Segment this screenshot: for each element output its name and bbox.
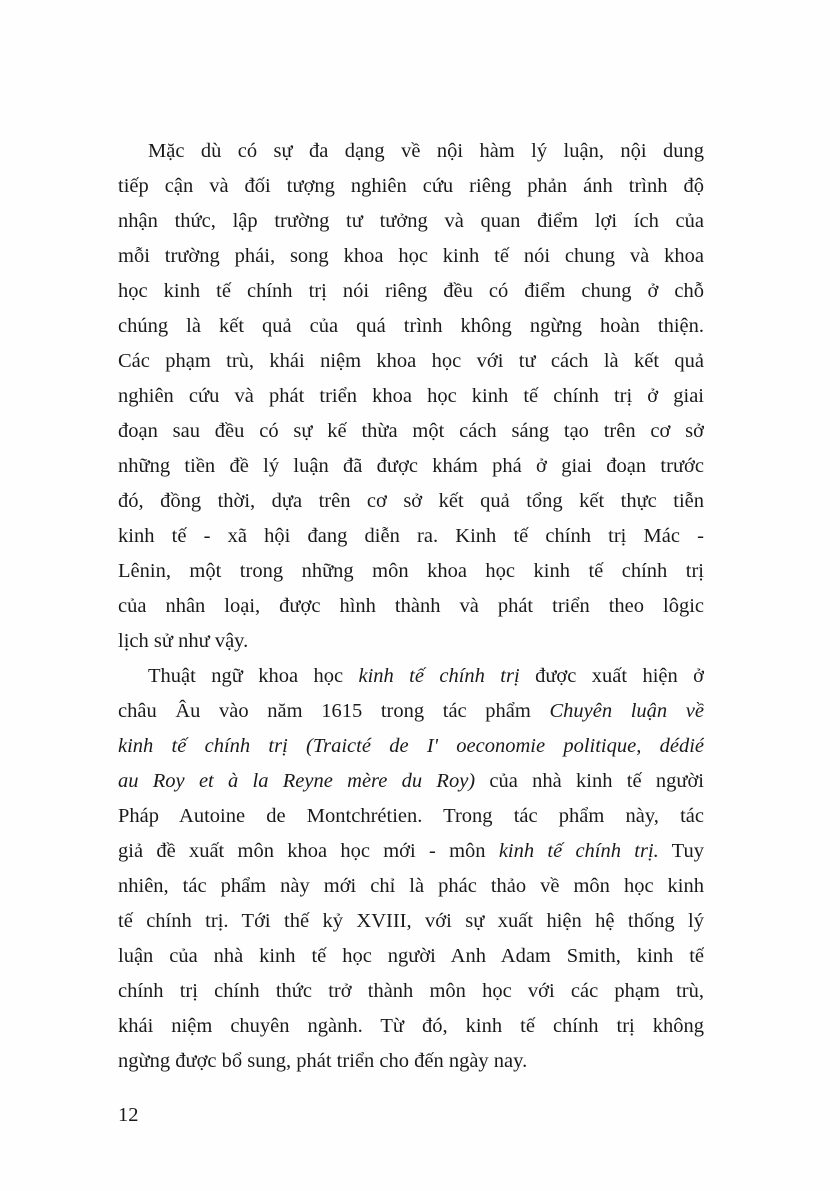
text-line [118,729,704,764]
text-segment: luận của nhà kinh tế học người Anh Adam Smith, kinh tế [118,945,704,967]
italic-text: kinh tế chính trị. [498,840,659,862]
text-segment: được xuất hiện ở [519,665,704,687]
text-line [118,869,704,904]
text-line [118,589,704,624]
text-segment: khái niệm chuyên ngành. Từ đó, kinh tế chính trị không [118,1015,704,1037]
text-line [118,694,704,729]
text-line [118,239,704,274]
italic-text: au Roy et à la Reyne mère du Roy) [118,770,476,792]
text-segment: Mặc dù có sự đa dạng về nội hàm lý luận, nội dung [148,140,704,162]
text-segment: nhiên, tác phẩm này mới chỉ là phác thảo về môn học kinh [118,875,704,897]
page-number: 12 [118,1104,139,1126]
text-line [118,554,704,589]
text-segment: nhận thức, lập trường tư tưởng và quan điểm lợi ích của [118,210,704,232]
text-segment: Tuy [658,840,704,862]
text-segment: đoạn sau đều có sự kế thừa một cách sáng tạo trên cơ sở [118,420,704,442]
text-line [118,764,704,799]
text-line [118,904,704,939]
text-line [118,659,704,694]
text-line [118,834,704,869]
text-segment: tiếp cận và đối tượng nghiên cứu riêng phản ánh trình độ [118,175,704,197]
text-line [118,939,704,974]
text-line [118,414,704,449]
text-segment: đó, đồng thời, dựa trên cơ sở kết quả tổng kết thực tiễn [118,490,704,512]
text-segment: mỗi trường phái, song khoa học kinh tế nói chung và khoa [118,245,704,267]
paragraph [118,659,704,1079]
text-segment: ngừng được bổ sung, phát triển cho đến ngày nay. [118,1050,528,1072]
text-line [118,309,704,344]
text-segment: Thuật ngữ khoa học [148,665,359,687]
text-segment: học kinh tế chính trị nói riêng đều có điểm chung ở chỗ [118,280,704,302]
text-segment: kinh tế - xã hội đang diễn ra. Kinh tế chính trị Mác - [118,525,704,547]
paragraph [118,134,704,659]
text-segment: tế chính trị. Tới thế kỷ XVIII, với sự xuất hiện hệ thống lý [118,910,704,932]
body-text [118,134,704,1079]
text-line [118,974,704,1009]
text-line [118,169,704,204]
text-line [118,1009,704,1044]
italic-text: Chuyên luận về [549,700,704,722]
text-line [118,344,704,379]
text-line [118,449,704,484]
text-segment: những tiền đề lý luận đã được khám phá ở giai đoạn trước [118,455,704,477]
text-line [118,1044,704,1079]
text-line [118,204,704,239]
text-line [118,799,704,834]
text-line [118,624,704,659]
text-line [118,519,704,554]
text-line [118,134,704,169]
text-segment: chính trị chính thức trở thành môn học với các phạm trù, [118,980,704,1002]
text-segment: chúng là kết quả của quá trình không ngừng hoàn thiện. [118,315,704,337]
text-segment: Lênin, một trong những môn khoa học kinh tế chính trị [118,560,704,582]
text-line [118,484,704,519]
text-line [118,274,704,309]
text-segment: Pháp Autoine de Montchrétien. Trong tác phẩm này, tác [118,805,704,827]
text-segment: của nhà kinh tế người [475,770,704,792]
text-segment: của nhân loại, được hình thành và phát triển theo lôgic [118,595,704,617]
text-segment: lịch sử như vậy. [118,630,249,652]
text-segment: châu Âu vào năm 1615 trong tác phẩm [118,700,550,722]
text-segment: nghiên cứu và phát triển khoa học kinh tế chính trị ở giai [118,385,704,407]
italic-text: kinh tế chính trị [358,665,520,687]
text-segment: giả đề xuất môn khoa học mới - môn [118,840,499,862]
text-segment: Các phạm trù, khái niệm khoa học với tư cách là kết quả [118,350,704,372]
text-line [118,379,704,414]
italic-text: kinh tế chính trị (Traicté de I' oeconomie politique, dédié [118,735,704,757]
